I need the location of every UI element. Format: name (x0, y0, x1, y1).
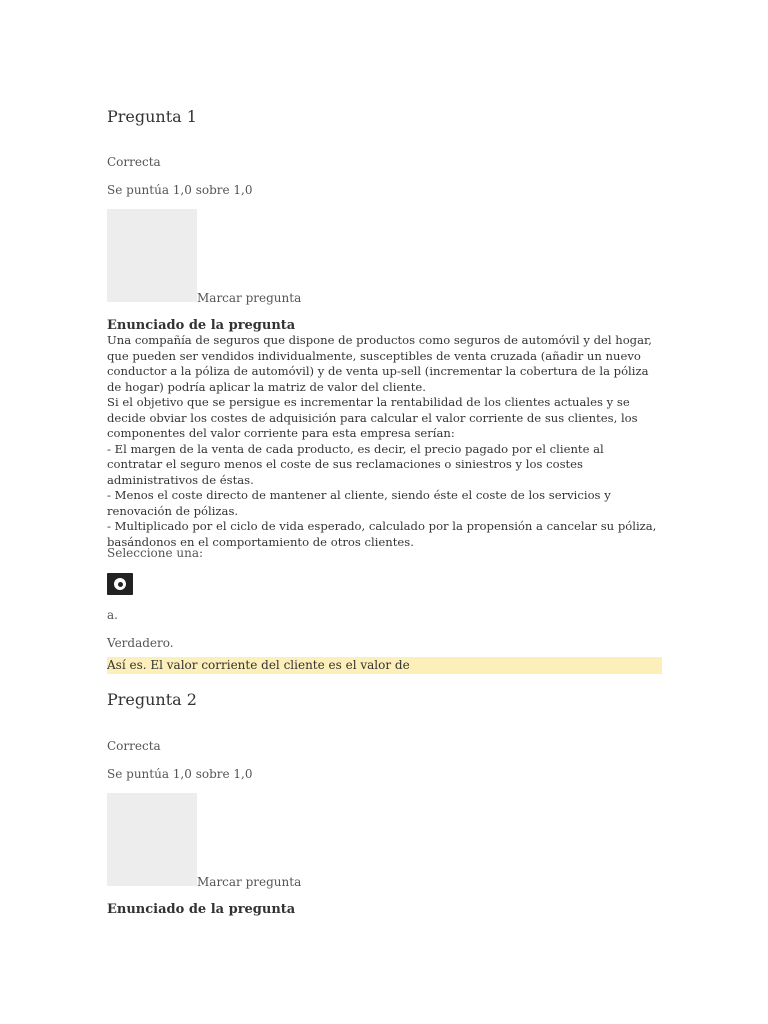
question-2-grade (107, 767, 662, 781)
question-title: Pregunta 2 (107, 690, 197, 709)
question-2-state (107, 739, 662, 753)
option-letter: a. (107, 608, 118, 622)
flag-question-link[interactable]: Marcar pregunta (197, 291, 302, 305)
flag-icon[interactable] (107, 209, 197, 302)
statement-text (107, 333, 662, 550)
radio-selected-icon (114, 578, 126, 590)
statement-paragraph: Si el objetivo que se persigue es incrementar la rentabilidad de los clientes actuales y se decide obviar los costes de adquisición para calcular el valor corriente de sus clientes, los componentes del valor corriente para esta empresa serían: (107, 395, 638, 440)
question-title: Pregunta 1 (107, 107, 197, 126)
feedback-row (107, 657, 662, 674)
option-text-row (107, 636, 662, 650)
statement-heading: Enunciado de la pregunta (107, 902, 296, 917)
option-text: Verdadero. (107, 636, 174, 650)
statement-paragraph: - Menos el coste directo de mantener al cliente, siendo éste el coste de los servicios y renovación de pólizas. (107, 488, 611, 518)
question-2 (107, 691, 662, 709)
question-state: Correcta (107, 155, 161, 169)
select-prompt-row (107, 546, 662, 560)
option-letter-row (107, 608, 662, 622)
question-grade: Se puntúa 1,0 sobre 1,0 (107, 183, 253, 197)
select-prompt: Seleccione una: (107, 546, 204, 560)
question-grade: Se puntúa 1,0 sobre 1,0 (107, 767, 253, 781)
question-1 (107, 108, 662, 126)
statement-paragraph: - El margen de la venta de cada producto, es decir, el precio pagado por el cliente al contratar el seguro menos el coste de sus reclamaciones o siniestros y los costes administrativos de éstas. (107, 441, 604, 487)
question-1-state (107, 155, 662, 169)
question-1-grade (107, 183, 662, 197)
flag-icon[interactable] (107, 793, 197, 886)
statement-heading: Enunciado de la pregunta (107, 318, 296, 333)
radio-button[interactable] (107, 573, 133, 595)
question-1-flag[interactable] (107, 209, 662, 304)
question-2-flag[interactable] (107, 793, 662, 888)
feedback-text: Así es. El valor corriente del cliente es el valor de (107, 657, 662, 674)
flag-question-link[interactable]: Marcar pregunta (197, 875, 302, 889)
question-1-statement (107, 318, 662, 550)
question-2-statement (107, 902, 662, 917)
statement-paragraph: - Multiplicado por el ciclo de vida esperado, calculado por la propensión a cancelar su póliza, basándonos en el comportamiento de otros clientes. (107, 519, 657, 549)
answer-option (107, 573, 662, 597)
question-state: Correcta (107, 739, 161, 753)
statement-paragraph: Una compañía de seguros que dispone de productos como seguros de automóvil y del hogar, que pueden ser vendidos individualmente, susceptibles de venta cruzada (añadir un nuevo conductor a la póliza de automóvil) y de venta up-sell (incrementar la cobertura de la póliza de hogar) podría aplicar la matriz de valor del cliente. (107, 333, 652, 394)
